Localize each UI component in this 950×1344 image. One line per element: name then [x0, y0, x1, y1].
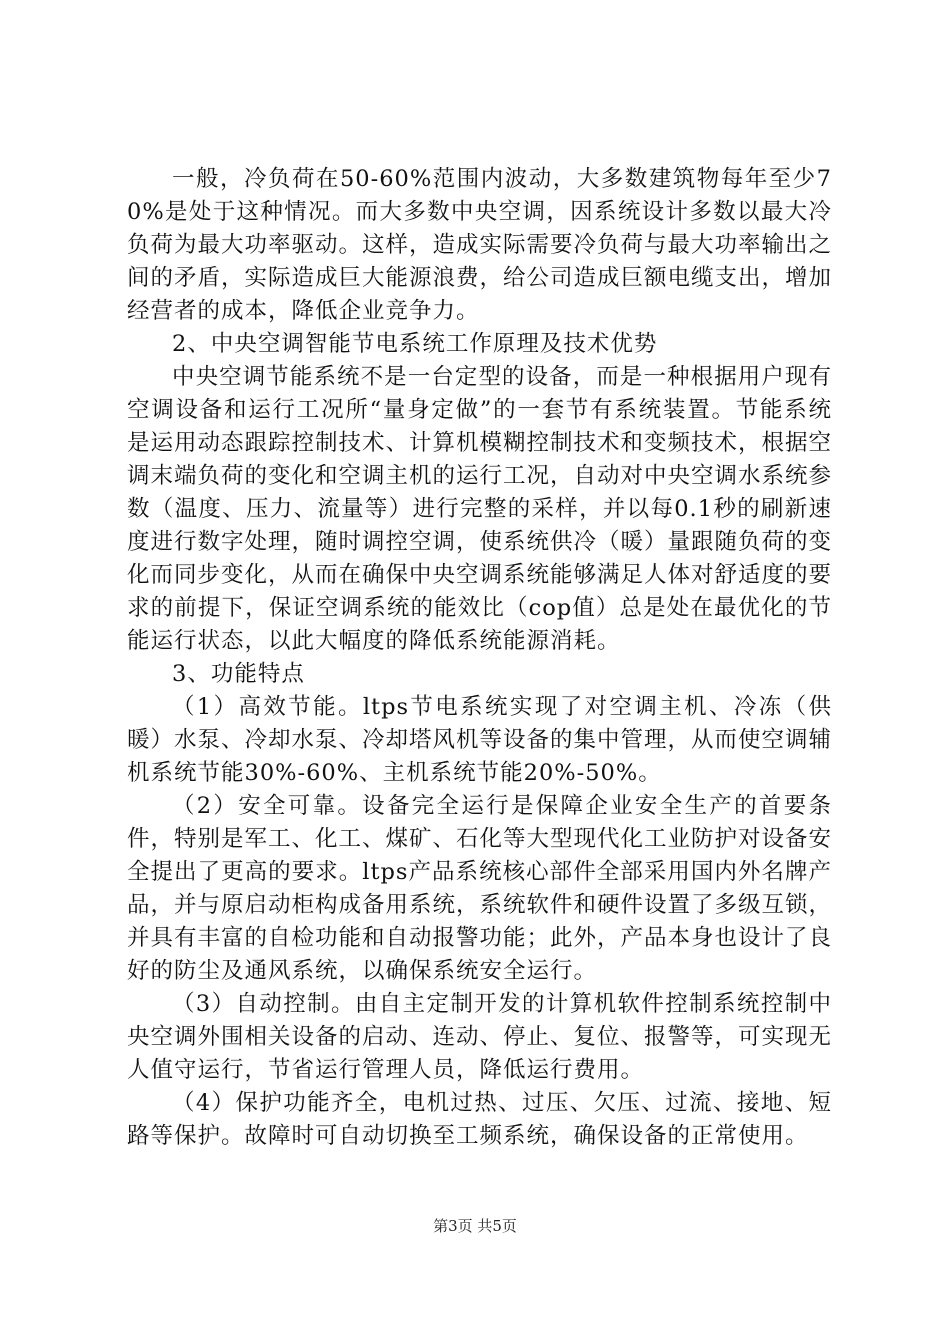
paragraph-feature-protection: （4）保护功能齐全，电机过热、过压、欠压、过流、接地、短路等保护。故障时可自动切换至工频系统，确保设备的正常使用。 — [127, 1090, 832, 1149]
page-footer: 第3页 共5页 — [433, 1217, 517, 1235]
paragraph-feature-auto-control: （3）自动控制。由自主定制开发的计算机软件控制系统控制中央空调外围相关设备的启动、连动、停止、复位、报警等，可实现无人值守运行，节省运行管理人员，降低运行费用。 — [127, 991, 833, 1083]
document-body — [127, 163, 832, 1153]
paragraph-feature-safety: （2）安全可靠。设备完全运行是保障企业安全生产的首要条件，特别是军工、化工、煤矿、石化等大型现代化工业防护对设备安全提出了更高的要求。ltps产品系统核心部件全部采用国内外名牌产品，并与原启动柜构成备用系统，系统软件和硬件设置了多级互锁，并具有丰富的自检功能和自动报警功能；此外，产品本身也设计了良好的防尘及通风系统，以确保系统安全运行。 — [127, 793, 833, 984]
section-heading-principle: 2、中央空调智能节电系统工作原理及技术优势 — [172, 331, 658, 357]
paragraph-feature-efficiency: （1）高效节能。ltps节电系统实现了对空调主机、冷冻（供暖）水泵、冷却水泵、冷却塔风机等设备的集中管理，从而使空调辅机系统节能30%-60%、主机系统节能20%-50%。 — [127, 694, 833, 786]
section-heading-features: 3、功能特点 — [172, 661, 305, 687]
paragraph-principle: 中央空调节能系统不是一台定型的设备，而是一种根据用户现有空调设备和运行工况所“量身定做”的一套节有系统装置。节能系统是运用动态跟踪控制技术、计算机模糊控制技术和变频技术，根据空调末端负荷的变化和空调主机的运行工况，自动对中央空调水系统参数（温度、压力、流量等）进行完整的采样，并以每0.1秒的刷新速度进行数字处理，随时调控空调，使系统供冷（暖）量跟随负荷的变化而同步变化，从而在确保中央空调系统能够满足人体对舒适度的要求的前提下，保证空调系统的能效比（cop值）总是处在最优化的节能运行状态，以此大幅度的降低系统能源消耗。 — [127, 364, 833, 654]
paragraph-load-intro: 一般，冷负荷在50-60%范围内波动，大多数建筑物每年至少70%是处于这种情况。而大多数中央空调，因系统设计多数以最大冷负荷为最大功率驱动。这样，造成实际需要冷负荷与最大功率输出之间的矛盾，实际造成巨大能源浪费，给公司造成巨额电缆支出，增加经营者的成本，降低企业竞争力。 — [127, 166, 833, 324]
